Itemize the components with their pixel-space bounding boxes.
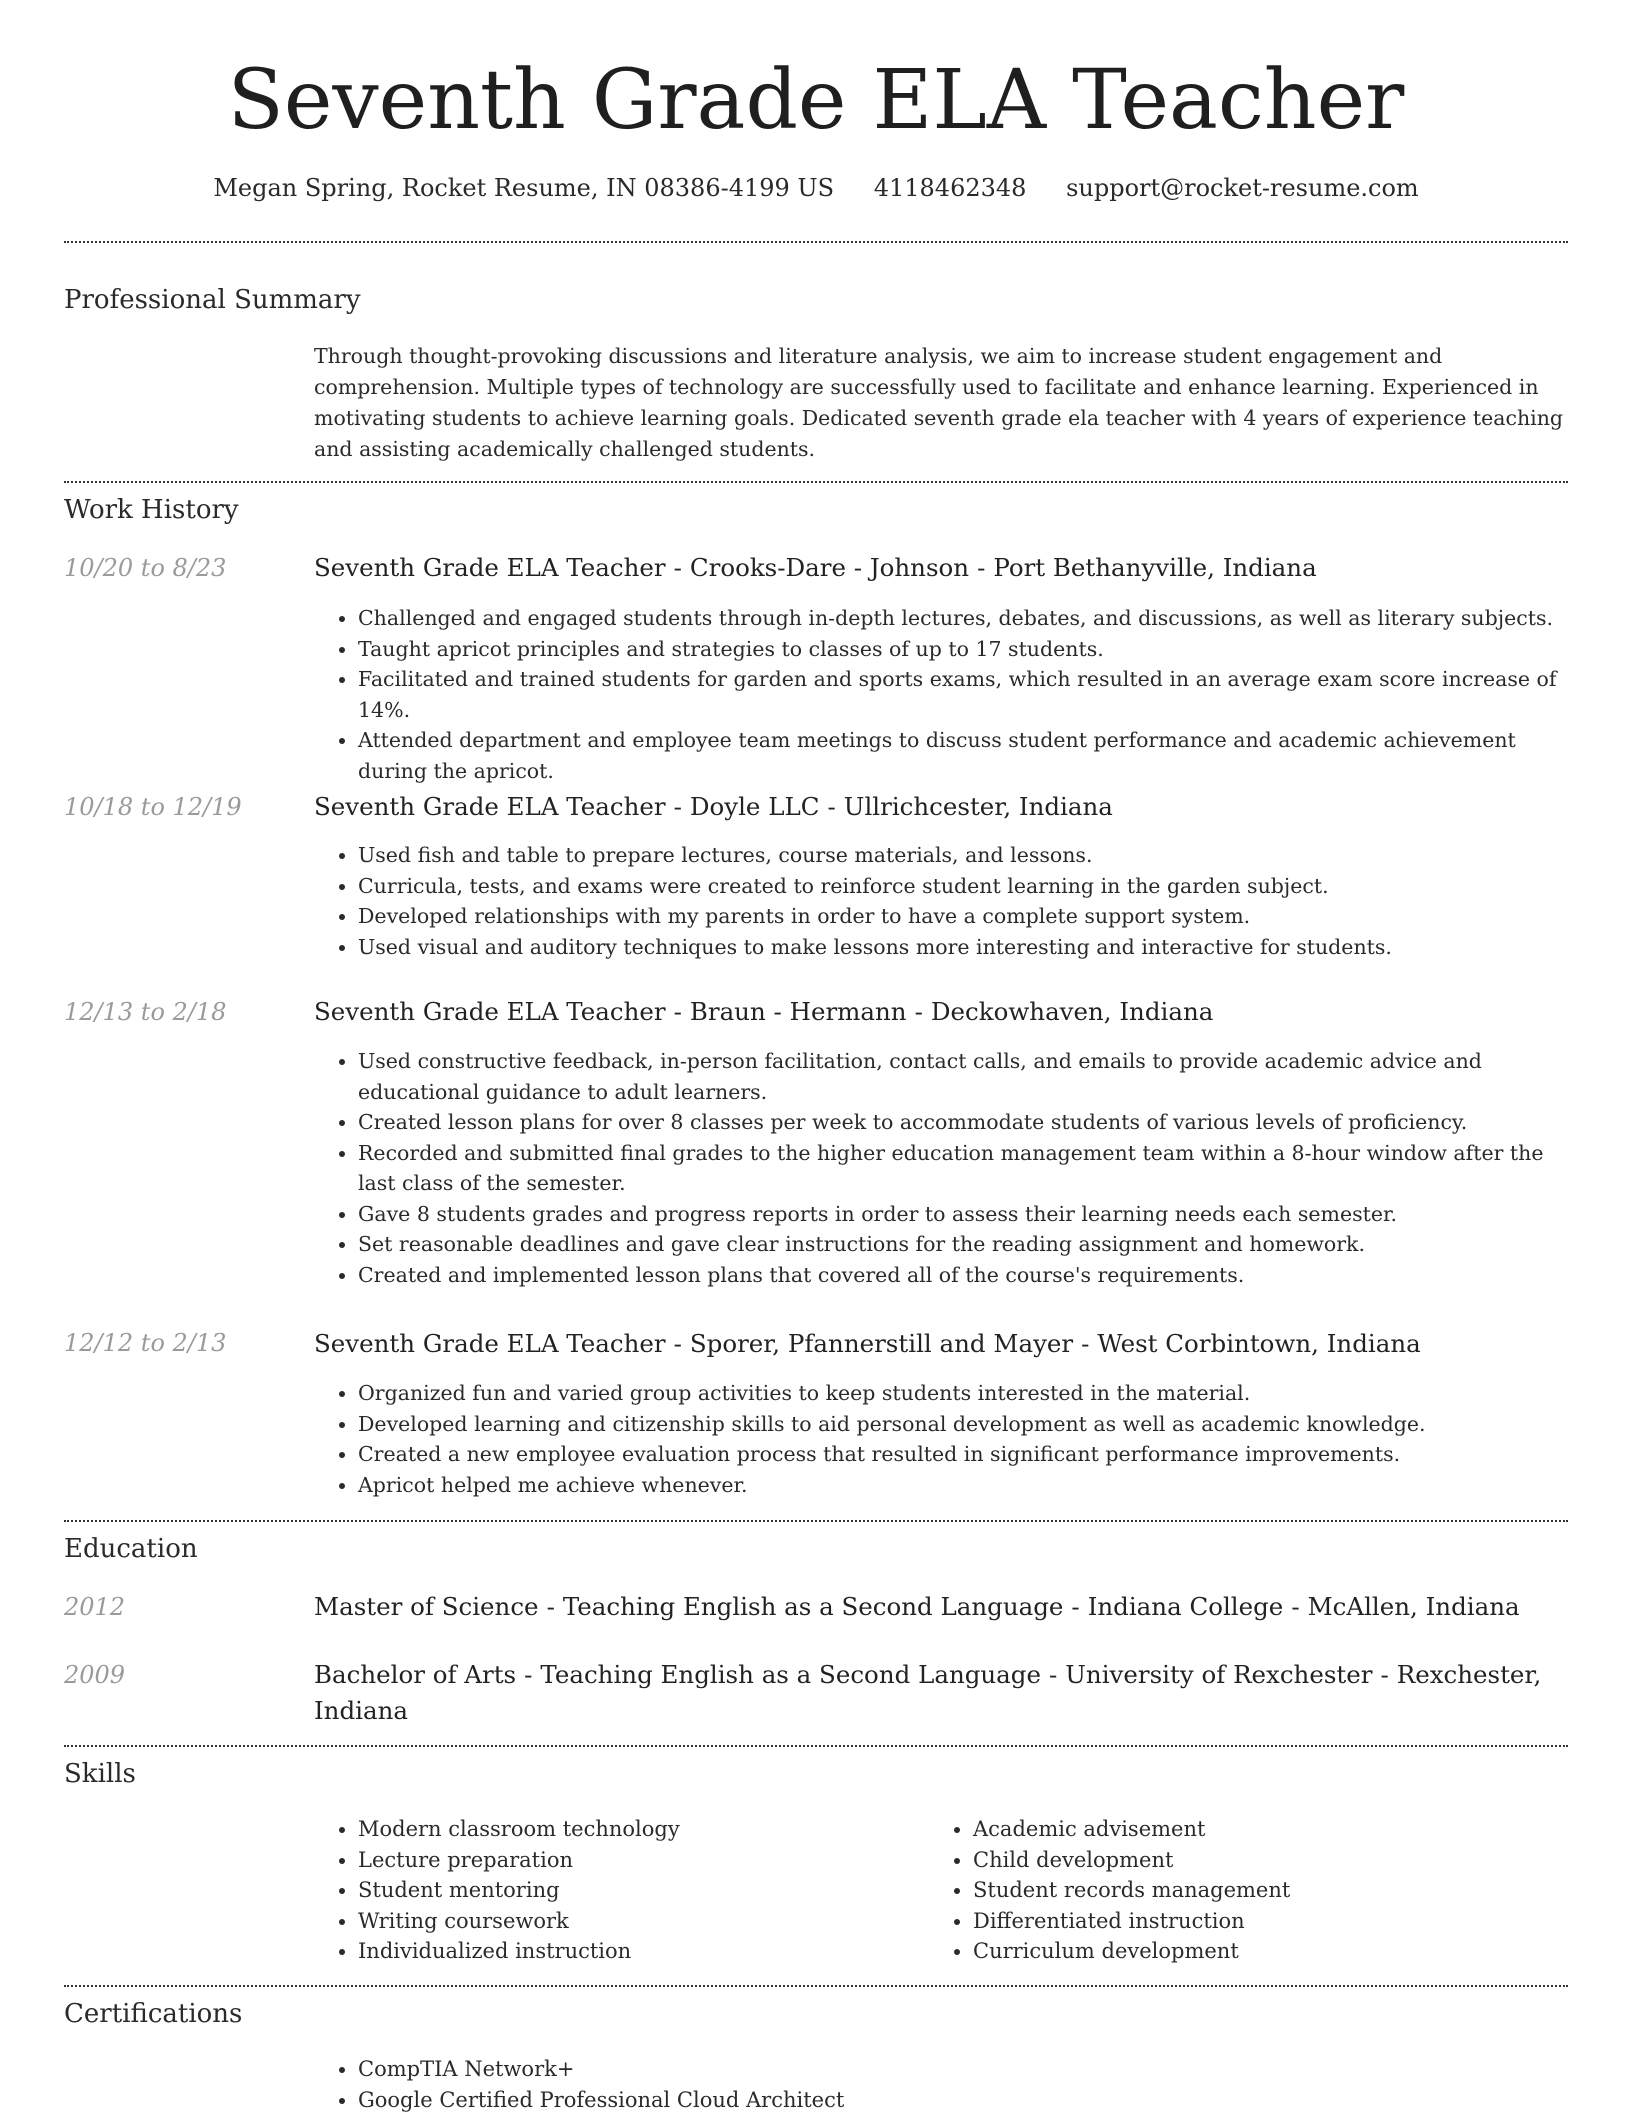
job-title: Seventh Grade ELA Teacher — [314, 1329, 666, 1358]
job-employer: Sporer, Pfannerstill and Mayer — [690, 1329, 1073, 1358]
skill-item: • Writing coursework — [358, 1906, 914, 1937]
school: University of Rexchester — [1065, 1660, 1372, 1689]
skill-item: • Curriculum development — [973, 1936, 1569, 1967]
skill-item: • Differentiated instruction — [973, 1906, 1569, 1937]
certifications-list — [314, 2054, 1570, 2115]
skill-item: • Modern classroom technology — [358, 1814, 914, 1845]
job-employer: Doyle LLC — [690, 792, 820, 821]
job-dates: 12/13 to 2/18 — [64, 995, 226, 1029]
summary-heading: Professional Summary — [64, 283, 361, 317]
certifications-heading: Certifications — [64, 1997, 242, 2031]
list-item: • Curricula, tests, and exams were created to reinforce student learning in the garden subject. — [358, 871, 1570, 902]
list-item: • Gave 8 students grades and progress reports in order to assess their learning needs each semester. — [358, 1199, 1570, 1230]
job-location: Ullrichcester, Indiana — [844, 792, 1113, 821]
job-location: Port Bethanyville, Indiana — [993, 553, 1316, 582]
degree: Master of Science — [314, 1592, 539, 1621]
job-title: Seventh Grade ELA Teacher — [314, 792, 666, 821]
list-item: • Recorded and submitted final grades to the higher education management team within a 8-hour window after the last class of the semester. — [358, 1138, 1570, 1199]
education-entry: Master of Science - Teaching English as a Second Language - Indiana College - McAllen, Indiana — [314, 1589, 1570, 1625]
list-item: • Used constructive feedback, in-person facilitation, contact calls, and emails to provide academic advice and educational guidance to adult learners. — [358, 1046, 1570, 1107]
skill-item: • Individualized instruction — [358, 1936, 914, 1967]
header-divider — [64, 241, 1568, 243]
job-title: Seventh Grade ELA Teacher — [314, 997, 666, 1026]
job-bullets — [314, 603, 1570, 786]
field-of-study: Teaching English as a Second Language — [563, 1592, 1064, 1621]
job-bullets — [314, 840, 1570, 962]
school: Indiana College — [1088, 1592, 1284, 1621]
certification-item: • CompTIA Network+ — [358, 2054, 1570, 2085]
contact-email: support@rocket-resume.com — [1066, 174, 1419, 202]
list-item: • Taught apricot principles and strategies to classes of up to 17 students. — [358, 634, 1570, 665]
contact-address: Megan Spring, Rocket Resume, IN 08386-4199 US — [213, 174, 834, 202]
skill-item: • Academic advisement — [973, 1814, 1569, 1845]
job-employer: Crooks-Dare - Johnson — [690, 553, 969, 582]
list-item: • Challenged and engaged students through in-depth lectures, debates, and discussions, as well as literary subjects. — [358, 603, 1570, 634]
list-item: • Organized fun and varied group activities to keep students interested in the material. — [358, 1378, 1570, 1409]
job-heading: Seventh Grade ELA Teacher - Doyle LLC - Ullrichcester, Indiana — [314, 789, 1570, 825]
job-dates: 12/12 to 2/13 — [64, 1326, 226, 1360]
list-item: • Developed relationships with my parents in order to have a complete support system. — [358, 901, 1570, 932]
list-item: • Developed learning and citizenship skills to aid personal development as well as academic knowledge. — [358, 1409, 1570, 1440]
education-year: 2012 — [64, 1589, 125, 1625]
education-entry: Bachelor of Arts - Teaching English as a Second Language - University of Rexchester - Rexchester, Indiana — [314, 1657, 1570, 1729]
skills-divider — [64, 1985, 1568, 1987]
work-history-heading: Work History — [64, 493, 239, 527]
job-location: West Corbintown, Indiana — [1097, 1329, 1420, 1358]
job-dates: 10/20 to 8/23 — [64, 551, 226, 585]
skill-item: • Student mentoring — [358, 1875, 914, 1906]
skills-heading: Skills — [64, 1757, 136, 1791]
list-item: • Set reasonable deadlines and gave clear instructions for the reading assignment and homework. — [358, 1229, 1570, 1260]
education-heading: Education — [64, 1532, 198, 1566]
contact-phone: 4118462348 — [874, 174, 1027, 202]
work-divider — [64, 1520, 1568, 1522]
list-item: • Used fish and table to prepare lectures, course materials, and lessons. — [358, 840, 1570, 871]
field-of-study: Teaching English as a Second Language — [540, 1660, 1041, 1689]
job-heading: Seventh Grade ELA Teacher - Crooks-Dare - Johnson - Port Bethanyville, Indiana — [314, 550, 1570, 586]
job-title: Seventh Grade ELA Teacher — [314, 553, 666, 582]
skill-item: • Student records management — [973, 1875, 1569, 1906]
resume-title: Seventh Grade ELA Teacher — [0, 46, 1632, 156]
skill-item: • Child development — [973, 1845, 1569, 1876]
skill-item: • Lecture preparation — [358, 1845, 914, 1876]
education-divider — [64, 1745, 1568, 1747]
list-item: • Facilitated and trained students for garden and sports exams, which resulted in an average exam score increase of 14%. — [358, 664, 1570, 725]
list-item: • Used visual and auditory techniques to make lessons more interesting and interactive for students. — [358, 932, 1570, 963]
list-item: • Created lesson plans for over 8 classes per week to accommodate students of various levels of proficiency. — [358, 1107, 1570, 1138]
job-heading: Seventh Grade ELA Teacher - Braun - Hermann - Deckowhaven, Indiana — [314, 994, 1570, 1030]
certification-item: • Google Certified Professional Cloud Architect — [358, 2085, 1570, 2115]
list-item: • Created a new employee evaluation process that resulted in significant performance improvements. — [358, 1439, 1570, 1470]
education-year: 2009 — [64, 1657, 125, 1693]
list-item: • Created and implemented lesson plans that covered all of the course's requirements. — [358, 1260, 1570, 1291]
school-location: Rexchester, Indiana — [314, 1660, 1541, 1725]
job-bullets — [314, 1378, 1570, 1500]
job-employer: Braun - Hermann — [690, 997, 907, 1026]
list-item: • Attended department and employee team meetings to discuss student performance and academic achievement during the apricot. — [358, 725, 1570, 786]
degree: Bachelor of Arts — [314, 1660, 516, 1689]
job-dates: 10/18 to 12/19 — [64, 790, 242, 824]
job-location: Deckowhaven, Indiana — [931, 997, 1213, 1026]
contact-line — [0, 170, 1632, 206]
school-location: McAllen, Indiana — [1308, 1592, 1520, 1621]
job-bullets — [314, 1046, 1570, 1290]
skills-list-right — [929, 1814, 1569, 1967]
summary-text: Through thought-provoking discussions and literature analysis, we aim to increase student engagement and comprehension. Multiple types of technology are successfully used to facilitate and enhance learning. Experienced in motivating students to achieve learning goals. Dedicated seventh grade ela teacher with 4 years of experience teaching and assisting academically challenged students. — [314, 341, 1570, 465]
summary-divider — [64, 481, 1568, 483]
job-heading: Seventh Grade ELA Teacher - Sporer, Pfannerstill and Mayer - West Corbintown, Indiana — [314, 1326, 1570, 1362]
skills-list-left — [314, 1814, 914, 1967]
list-item: • Apricot helped me achieve whenever. — [358, 1470, 1570, 1501]
